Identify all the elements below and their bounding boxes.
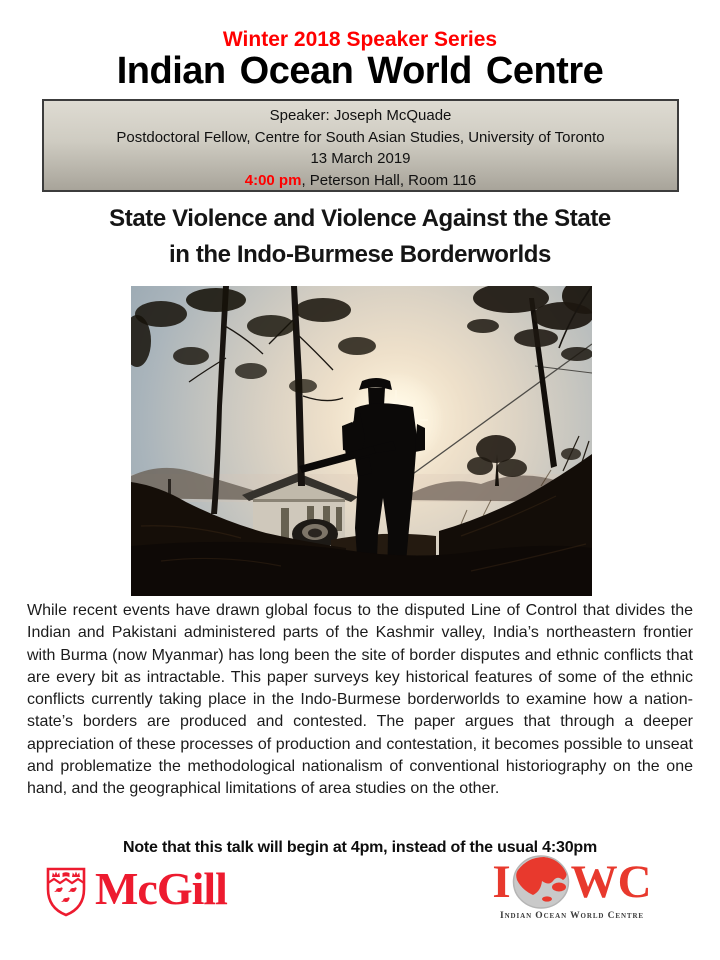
event-time: 4:00 pm (244, 171, 302, 189)
iowc-letters-row (492, 854, 651, 910)
iowc-letter-i: I (492, 855, 511, 908)
speaker-info-box (42, 99, 679, 192)
event-location: , Peterson Hall, Room 116 (301, 171, 477, 189)
iowc-globe-icon (512, 854, 570, 910)
abstract-paragraph: While recent events have drawn global focus to the disputed Line of Control that divides the Indian and Pakistani administered parts of the Kashmir valley, India’s northeastern frontier with Burma (now Myanmar) has long been the site of border disputes and ethnic conflicts that are every bit as intractable. This paper surveys key historical features of some of the ethnic conflicts currently taking place in the Indo-Burmese borderworlds to examine how a nation-state’s borders are produced and contested. The paper argues that through a deeper appreciation of these processes of production and contestation, it becomes possible to unseat and problematize the methodological nationalism of conventional historiography on the one hand, and the geographical limitations of area studies on the other. (27, 602, 693, 798)
mcgill-logo (46, 863, 227, 918)
event-time-location-line (44, 170, 677, 192)
iowc-caption: Indian Ocean World Centre (499, 911, 645, 921)
mcgill-shield-icon (46, 867, 86, 917)
speaker-name-line: Speaker: Joseph McQuade (269, 107, 452, 124)
event-date-line: 13 March 2019 (310, 150, 411, 167)
talk-title (0, 201, 720, 273)
time-change-note: Note that this talk will begin at 4pm, instead of the usual 4:30pm (123, 839, 597, 856)
speaker-affiliation-line: Postdoctoral Fellow, Centre for South Asian Studies, University of Toronto (116, 128, 605, 146)
talk-title-line2: in the Indo-Burmese Borderworlds (169, 241, 551, 268)
event-photo (131, 286, 592, 596)
mcgill-wordmark: McGill (95, 863, 227, 914)
iowc-logo (487, 854, 657, 921)
iowc-letters-wc: WC (570, 855, 652, 908)
series-title: Winter 2018 Speaker Series (222, 28, 498, 51)
talk-title-line1: State Violence and Violence Against the State (109, 205, 611, 232)
org-title: Indian Ocean World Centre (116, 50, 604, 92)
